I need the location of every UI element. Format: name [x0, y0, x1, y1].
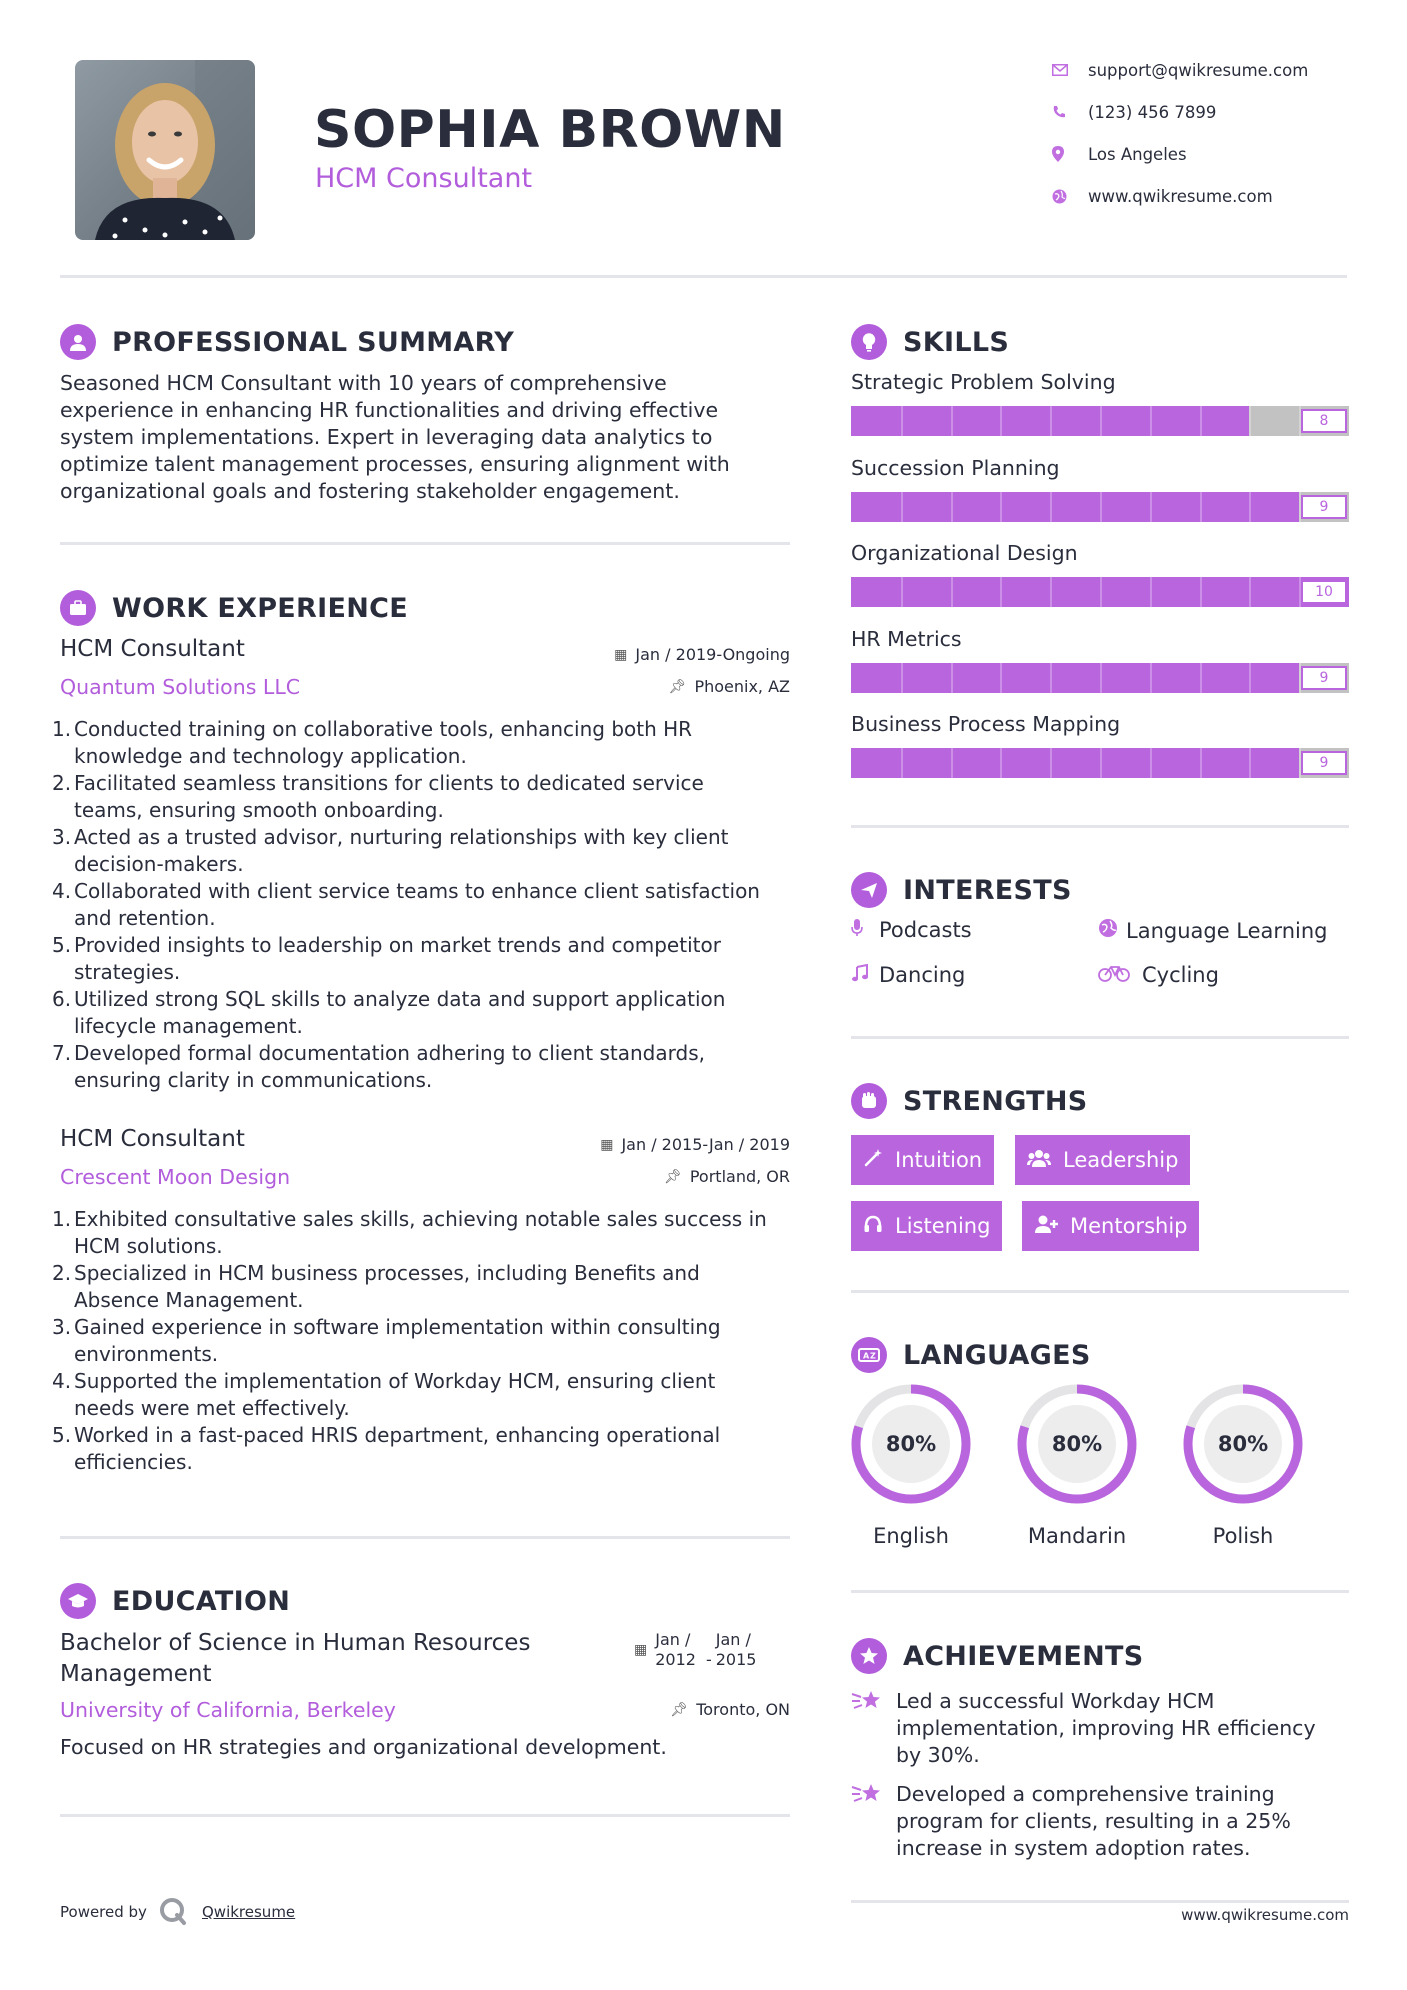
skill-bar-segment [1100, 748, 1102, 778]
microphone-icon [851, 919, 879, 942]
job-bullets [52, 716, 802, 1094]
strengths-title: STRENGTHS [903, 1085, 1088, 1117]
skill-value: 9 [1301, 495, 1347, 519]
skill-bar-segment [951, 406, 953, 436]
skill-bar-segment [1050, 492, 1052, 522]
experience-title: WORK EXPERIENCE [112, 592, 408, 624]
star-badge-icon [851, 1638, 887, 1674]
job-company: Quantum Solutions LLC [60, 675, 301, 699]
skill-name: Succession Planning [851, 455, 1060, 480]
experience-heading [60, 590, 408, 626]
summary-line: system implementations. Expert in leveraging data analytics to [60, 425, 713, 449]
shooting-star-icon [851, 1688, 896, 1769]
skill-bar-segment [901, 492, 903, 522]
education-title: EDUCATION [112, 1585, 291, 1617]
skill-bar-segment [1200, 492, 1202, 522]
summary-title: PROFESSIONAL SUMMARY [112, 326, 515, 358]
calendar-icon: ▦ [614, 646, 628, 663]
skill-value: 9 [1301, 666, 1347, 690]
interest-label: Dancing [879, 963, 966, 987]
education-date-start: Jan / 2012 [655, 1630, 696, 1669]
skill-row [851, 456, 1349, 522]
fist-icon [851, 1083, 887, 1119]
job-date [490, 1135, 790, 1154]
education-date-end: Jan / 2015 [715, 1630, 757, 1669]
interest-label: Podcasts [879, 918, 972, 942]
list-item: 3. Gained experience in software implementation within consulting environments. [52, 1315, 721, 1366]
skill-row [851, 541, 1349, 607]
job-date [490, 645, 790, 664]
summary-text [60, 370, 790, 505]
globe-icon [1098, 918, 1126, 943]
pin-icon: 📌︎ [670, 1701, 689, 1718]
interest-label: Cycling [1142, 963, 1219, 987]
skills-title: SKILLS [903, 326, 1010, 358]
skill-bar-segment [1249, 492, 1251, 522]
skill-row [851, 627, 1349, 693]
profile-photo-image [75, 60, 255, 240]
skill-bar-segment [1150, 577, 1152, 607]
degree-line: Management [60, 1661, 212, 1687]
strength-label: Mentorship [1070, 1214, 1188, 1238]
skill-bar [851, 577, 1349, 607]
skill-bar-segment [1200, 406, 1202, 436]
achievement-item [851, 1781, 1291, 1862]
skill-bar-segment [1200, 663, 1202, 693]
summary-divider [60, 542, 790, 545]
candidate-name: SOPHIA BROWN [314, 100, 786, 160]
skill-bar-segment [1100, 492, 1102, 522]
pin-icon: 📌︎ [664, 1168, 682, 1185]
language-percent: 80% [1217, 1432, 1269, 1456]
skill-bar-fill [851, 492, 1299, 522]
strengths-heading [851, 1083, 1088, 1119]
contact-email[interactable] [1052, 55, 1352, 85]
candidate-role: HCM Consultant [315, 163, 533, 194]
skill-bar-segment [901, 748, 903, 778]
skill-bar-segment [1000, 663, 1002, 693]
skill-bar-segment [951, 577, 953, 607]
summary-line: organizational goals and fostering stakeholder engagement. [60, 479, 680, 503]
degree-title [60, 1628, 530, 1690]
experience-divider [60, 1536, 790, 1539]
svg-text:A: A [863, 1351, 870, 1361]
list-item: 3. Acted as a trusted advisor, nurturing relationships with key client decision-makers. [52, 825, 729, 876]
job-bullets [52, 1206, 802, 1476]
skill-bar-segment [951, 663, 953, 693]
interest-item [851, 963, 965, 987]
strengths-divider [851, 1290, 1349, 1293]
skill-bar-segment [951, 748, 953, 778]
skill-row [851, 712, 1349, 778]
achievement-item [851, 1688, 1316, 1769]
skill-name: Strategic Problem Solving [851, 370, 1116, 394]
list-item: 6. Utilized strong SQL skills to analyze data and support application lifecycle management. [52, 987, 726, 1038]
skill-bar-segment [1249, 663, 1251, 693]
qwikresume-logo-icon [158, 1896, 188, 1930]
headphones-icon [863, 1214, 883, 1239]
list-item: 1. Exhibited consultative sales skills, achieving notable sales success in HCM solutions. [52, 1207, 767, 1258]
education-date-separator: - [705, 1650, 712, 1669]
skill-bar-segment [1050, 577, 1052, 607]
skill-row [851, 370, 1349, 436]
users-icon [1027, 1148, 1051, 1173]
languages-title: LANGUAGES [903, 1339, 1091, 1371]
skill-value: 8 [1301, 409, 1347, 433]
education-location [490, 1700, 790, 1719]
job-title: HCM Consultant [60, 1126, 245, 1152]
list-item: 4. Supported the implementation of Workday HCM, ensuring client needs were met effectively. [52, 1369, 716, 1420]
job-location [490, 677, 790, 696]
language-name: English [873, 1524, 949, 1548]
skill-bar-segment [1150, 663, 1152, 693]
education-date [634, 1630, 756, 1670]
job-date-text: Jan / 2015-Jan / 2019 [621, 1135, 790, 1154]
skill-bar-segment [1100, 663, 1102, 693]
school-name: University of California, Berkeley [60, 1698, 396, 1722]
skill-bar-segment [901, 663, 903, 693]
languages-list [851, 1382, 1349, 1552]
skill-name: Organizational Design [851, 541, 1078, 565]
strength-chip [1015, 1135, 1190, 1185]
skill-name: HR Metrics [851, 626, 962, 651]
contact-website-text: www.qwikresume.com [1088, 186, 1273, 206]
skill-bar-segment [1150, 748, 1152, 778]
job-location-text: Phoenix, AZ [694, 677, 790, 696]
skill-bar [851, 663, 1349, 693]
skill-bar-segment [1249, 748, 1251, 778]
skill-value: 9 [1301, 751, 1347, 775]
globe-icon [1052, 189, 1088, 204]
skill-bar-segment [901, 577, 903, 607]
job-date-text: Jan / 2019-Ongoing [635, 645, 790, 664]
list-item: 5. Provided insights to leadership on market trends and competitor strategies. [52, 933, 721, 984]
header-divider [60, 275, 1347, 278]
user-icon [60, 324, 96, 360]
achievements-heading [851, 1638, 1144, 1674]
language-name: Mandarin [1027, 1524, 1127, 1548]
skill-bar [851, 748, 1349, 778]
interests-heading [851, 872, 1072, 908]
list-item: 2. Facilitated seamless transitions for clients to dedicated service teams, ensuring smooth onboarding. [52, 771, 704, 822]
user-plus-icon [1034, 1214, 1058, 1239]
skill-bar-segment [1000, 748, 1002, 778]
strength-chip [1022, 1201, 1199, 1251]
education-location-text: Toronto, ON [696, 1700, 790, 1719]
skills-divider [851, 825, 1349, 828]
languages-heading [851, 1337, 1091, 1373]
svg-text:Z: Z [870, 1351, 876, 1361]
skill-bar-segment [1000, 492, 1002, 522]
interest-item [1098, 918, 1327, 943]
interests-divider [851, 1036, 1349, 1039]
interest-label: Language Learning [1126, 918, 1328, 943]
graduation-cap-icon [60, 1583, 96, 1619]
magic-wand-icon [863, 1148, 883, 1173]
list-item: 7. Developed formal documentation adhering to client standards, ensuring clarity in communications. [52, 1041, 705, 1092]
skill-bar-segment [901, 406, 903, 436]
skill-bar-fill [851, 663, 1299, 693]
strength-chip [851, 1201, 1002, 1251]
contact-location-text: Los Angeles [1088, 144, 1187, 164]
skill-bar-segment [1249, 406, 1251, 436]
phone-icon [1052, 105, 1088, 119]
skill-name: Business Process Mapping [851, 712, 1121, 736]
skill-bar [851, 492, 1349, 522]
contact-website[interactable] [1052, 181, 1352, 211]
strength-label: Listening [895, 1214, 991, 1238]
education-divider [60, 1814, 790, 1817]
lightbulb-icon [851, 324, 887, 360]
skill-bar-segment [1150, 406, 1152, 436]
skill-bar-segment [1249, 577, 1251, 607]
job-location [490, 1167, 790, 1186]
achievements-divider [851, 1900, 1349, 1903]
degree-line: Bachelor of Science in Human Resources [60, 1630, 531, 1656]
interest-item [851, 918, 972, 942]
skill-bar-segment [1050, 748, 1052, 778]
language-ring [1163, 1382, 1323, 1506]
summary-line: Seasoned HCM Consultant with 10 years of comprehensive [60, 371, 667, 395]
language-item [997, 1382, 1157, 1548]
profile-photo [75, 60, 255, 240]
list-item: 5. Worked in a fast-paced HRIS department, enhancing operational efficiencies. [52, 1423, 721, 1474]
job-company: Crescent Moon Design [60, 1165, 291, 1189]
language-ring [997, 1382, 1157, 1506]
job-title: HCM Consultant [60, 636, 245, 662]
language-name: Polish [1212, 1524, 1274, 1548]
strength-label: Leadership [1063, 1148, 1179, 1172]
achievement-text: Developed a comprehensive training program for clients, resulting in a 25% increase in system adoption rates. [896, 1782, 1291, 1860]
skill-bar-segment [1200, 748, 1202, 778]
music-note-icon [851, 964, 879, 987]
contact-phone[interactable] [1052, 97, 1352, 127]
interests-title: INTERESTS [903, 874, 1072, 906]
paper-plane-icon [851, 872, 887, 908]
footer-website[interactable]: www.qwikresume.com [1181, 1906, 1349, 1924]
bicycle-icon [1098, 964, 1142, 987]
skill-bar-fill [851, 748, 1299, 778]
language-ring [831, 1382, 991, 1506]
summary-heading [60, 324, 514, 360]
interest-item [1098, 963, 1219, 987]
skills-heading [851, 324, 1009, 360]
language-percent: 80% [1051, 1432, 1103, 1456]
skill-bar-segment [1100, 406, 1102, 436]
language-item [831, 1382, 991, 1548]
list-item: 4. Collaborated with client service teams to enhance client satisfaction and retention. [52, 879, 760, 930]
contact-location [1052, 139, 1352, 169]
pin-icon: 📌︎ [668, 678, 687, 695]
education-description: Focused on HR strategies and organizational development. [60, 1735, 667, 1759]
powered-by-label: Powered by [60, 1903, 147, 1921]
skill-bar [851, 406, 1349, 436]
list-item: 1. Conducted training on collaborative tools, enhancing both HR knowledge and technology application. [52, 717, 693, 768]
calendar-icon: ▦ [634, 1642, 648, 1658]
skill-bar-segment [1050, 663, 1052, 693]
achievements-title: ACHIEVEMENTS [903, 1640, 1144, 1672]
strength-chip [851, 1135, 994, 1185]
shooting-star-icon [851, 1781, 896, 1862]
strength-label: Intuition [895, 1148, 983, 1172]
skill-value: 10 [1301, 580, 1347, 604]
skill-bar-segment [1200, 577, 1202, 607]
skill-bar-segment [1150, 492, 1152, 522]
calendar-icon: ▦ [600, 1136, 614, 1153]
brand-link[interactable]: Qwikresume [202, 1903, 296, 1921]
skill-bar-segment [1000, 577, 1002, 607]
summary-line: optimize talent management processes, ensuring alignment with [60, 452, 730, 476]
contact-email-text: support@qwikresume.com [1088, 60, 1309, 80]
skill-bar-segment [1050, 406, 1052, 436]
briefcase-icon [60, 590, 96, 626]
contact-phone-text: (123) 456 7899 [1088, 102, 1217, 122]
job-location-text: Portland, OR [689, 1167, 790, 1186]
achievement-text: Led a successful Workday HCM implementation, improving HR efficiency by 30%. [896, 1689, 1316, 1767]
language-item [1163, 1382, 1323, 1548]
language-icon [851, 1337, 887, 1373]
envelope-icon [1052, 64, 1088, 76]
list-item: 2. Specialized in HCM business processes, including Benefits and Absence Management. [52, 1261, 700, 1312]
map-pin-icon [1052, 146, 1088, 162]
summary-line: experience in enhancing HR functionalities and driving effective [60, 398, 719, 422]
language-percent: 80% [885, 1432, 937, 1456]
education-heading [60, 1583, 290, 1619]
skill-bar-segment [1100, 577, 1102, 607]
skill-bar-segment [951, 492, 953, 522]
skill-bar-segment [1000, 406, 1002, 436]
languages-divider [851, 1590, 1349, 1593]
